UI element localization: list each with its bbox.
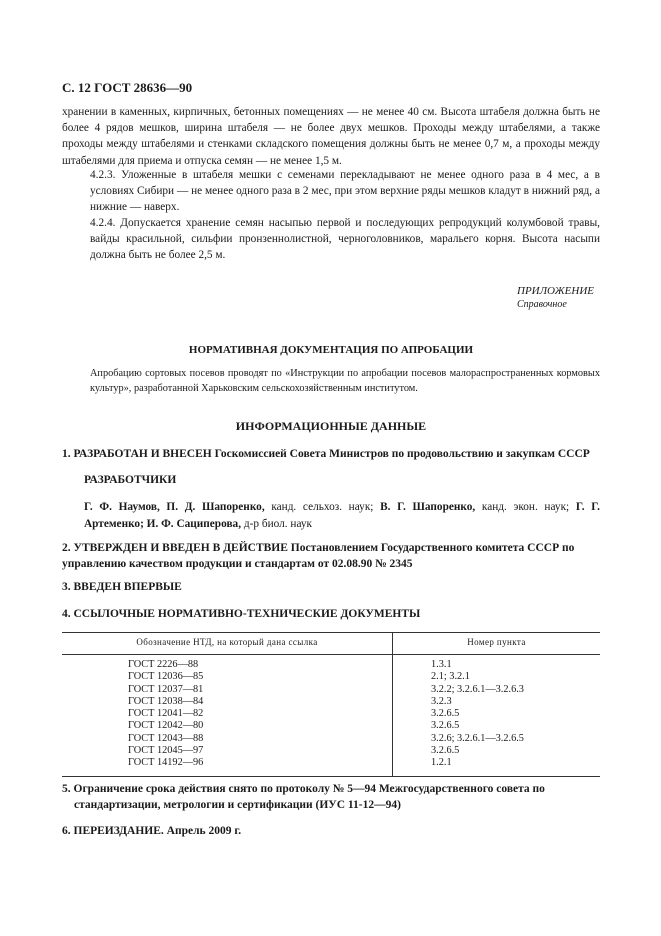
developers-2: В. Г. Шапоренко, — [380, 501, 476, 513]
table-row — [62, 655, 600, 672]
body-paragraph-1: хранении в каменных, кирпичных, бетонных помещениях — не менее 40 см. Высота штабеля должна быть не более 4 рядов мешков, ширина штабеля — не более двух мешков. Проходы между штабелями, а также проходы между штабелями и стенками складского помещения должны быть не менее 0,7 м, а проходы между штабелями для приема и отпуска семян — не менее 1,5 м. — [62, 106, 600, 167]
body-paragraph-2 — [62, 167, 600, 216]
clause-number: 3.2.6.5 — [431, 708, 460, 720]
developers-1-degree: канд. сельхоз. наук; — [264, 501, 381, 513]
clause-number: 3.2.6; 3.2.6.1—3.2.6.5 — [431, 732, 524, 744]
ntd-designation: ГОСТ 12041—82 — [62, 708, 393, 720]
developers-title: РАЗРАБОТЧИКИ — [84, 474, 177, 486]
ntd-designation: ГОСТ 12038—84 — [62, 696, 393, 708]
section-2-text: Постановлением Государственного комитета СССР по управлению качеством продукции и стандартам от 02.08.90 № 2345 — [62, 542, 575, 570]
section-5-text: 5. Ограничение срока действия снято по протоколу № 5—94 Межгосударственного совета по стандартизации, метрологии и сертификации (ИУС 11-12—94) — [62, 783, 545, 811]
section-1-text: Госкомиссией Совета Министров по продовольствию и закупкам СССР — [214, 448, 590, 460]
clause-number: 1.3.1 — [431, 659, 452, 670]
table-row — [62, 684, 600, 696]
ntd-designation: ГОСТ 12045—97 — [62, 745, 393, 757]
section-1 — [62, 446, 600, 462]
ntd-designation: ГОСТ 12042—80 — [62, 720, 393, 732]
ntd-designation: ГОСТ 2226—88 — [62, 655, 393, 672]
appendix-title: НОРМАТИВНАЯ ДОКУМЕНТАЦИЯ ПО АПРОБАЦИИ — [188, 344, 474, 356]
developers-3: Г. Г. Артеменко; И. Ф. Сациперова, — [84, 501, 600, 530]
table-row — [62, 757, 600, 776]
section-3: 3. ВВЕДЕН ВПЕРВЫЕ — [62, 581, 182, 593]
appendix-text — [62, 366, 600, 396]
clause-number: 2.1; 3.2.1 — [431, 671, 470, 683]
section-1-head: 1. РАЗРАБОТАН И ВНЕСЕН — [62, 448, 212, 460]
clause-number: 3.2.3 — [431, 695, 452, 707]
ntd-designation: ГОСТ 14192—96 — [62, 757, 393, 776]
reference-table-header-row — [62, 633, 600, 655]
page-header: С. 12 ГОСТ 28636—90 — [62, 80, 193, 95]
appendix-label: ПРИЛОЖЕНИЕ — [517, 285, 594, 297]
table-row — [62, 696, 600, 708]
section-6: 6. ПЕРЕИЗДАНИЕ. Апрель 2009 г. — [62, 825, 242, 837]
body-paragraph-2-text: 4.2.3. Уложенные в штабеля мешки с семенами перекладывают не менее одного раза в 4 мес, а в условиях Сибири — не менее одного раза в 2 мес, при этом верхние ряды мешков кладут в нижний ряд, а нижние — наверх. — [90, 169, 600, 214]
developers-2-degree: канд. экон. наук; — [475, 501, 576, 513]
section-2-head: 2. УТВЕРЖДЕН И ВВЕДЕН В ДЕЙСТВИЕ — [62, 542, 288, 554]
body-paragraph-3-text: 4.2.4. Допускается хранение семян насыпью первой и последующих репродукций колумбовой травы, вайды красильной, сильфии пронзеннолистной, черноголовников, маральего корня. Высота насыпи должна быть не более 2,5 м. — [90, 217, 600, 262]
appendix-label-block — [517, 285, 599, 311]
ntd-designation: ГОСТ 12043—88 — [62, 733, 393, 745]
reference-table-header-designation: Обозначение НТД, на который дана ссылка — [62, 633, 393, 655]
clause-number: 3.2.6.5 — [431, 745, 460, 757]
appendix-type: Справочное — [517, 299, 567, 310]
ntd-designation: ГОСТ 12037—81 — [62, 684, 393, 696]
section-5 — [62, 781, 600, 813]
appendix-text-body: Апробацию сортовых посевов проводят по «Инструкции по апробации посевов малораспространенных кормовых культур», разработанной Харьковским сельскохозяйственным институтом. — [90, 368, 600, 394]
table-row — [62, 671, 600, 683]
ntd-designation: ГОСТ 12036—85 — [62, 671, 393, 683]
table-row — [62, 745, 600, 757]
section-2 — [62, 540, 600, 572]
info-title: ИНФОРМАЦИОННЫЕ ДАННЫЕ — [235, 419, 427, 433]
developers-1: Г. Ф. Наумов, П. Д. Шапоренко, — [84, 501, 265, 513]
table-row — [62, 720, 600, 732]
clause-number: 3.2.6.5 — [431, 720, 460, 732]
table-row — [62, 733, 600, 745]
developers-list — [84, 499, 600, 532]
clause-number: 3.2.2; 3.2.6.1—3.2.6.3 — [431, 683, 524, 695]
reference-table — [62, 632, 600, 777]
body-paragraph-3 — [62, 215, 600, 264]
section-4: 4. ССЫЛОЧНЫЕ НОРМАТИВНО-ТЕХНИЧЕСКИЕ ДОКУМЕНТЫ — [62, 608, 421, 620]
reference-table-header-clause: Номер пункта — [393, 633, 601, 655]
table-row — [62, 708, 600, 720]
clause-number: 1.2.1 — [393, 757, 601, 776]
developers-3-degree: д-р биол. наук — [241, 517, 313, 530]
